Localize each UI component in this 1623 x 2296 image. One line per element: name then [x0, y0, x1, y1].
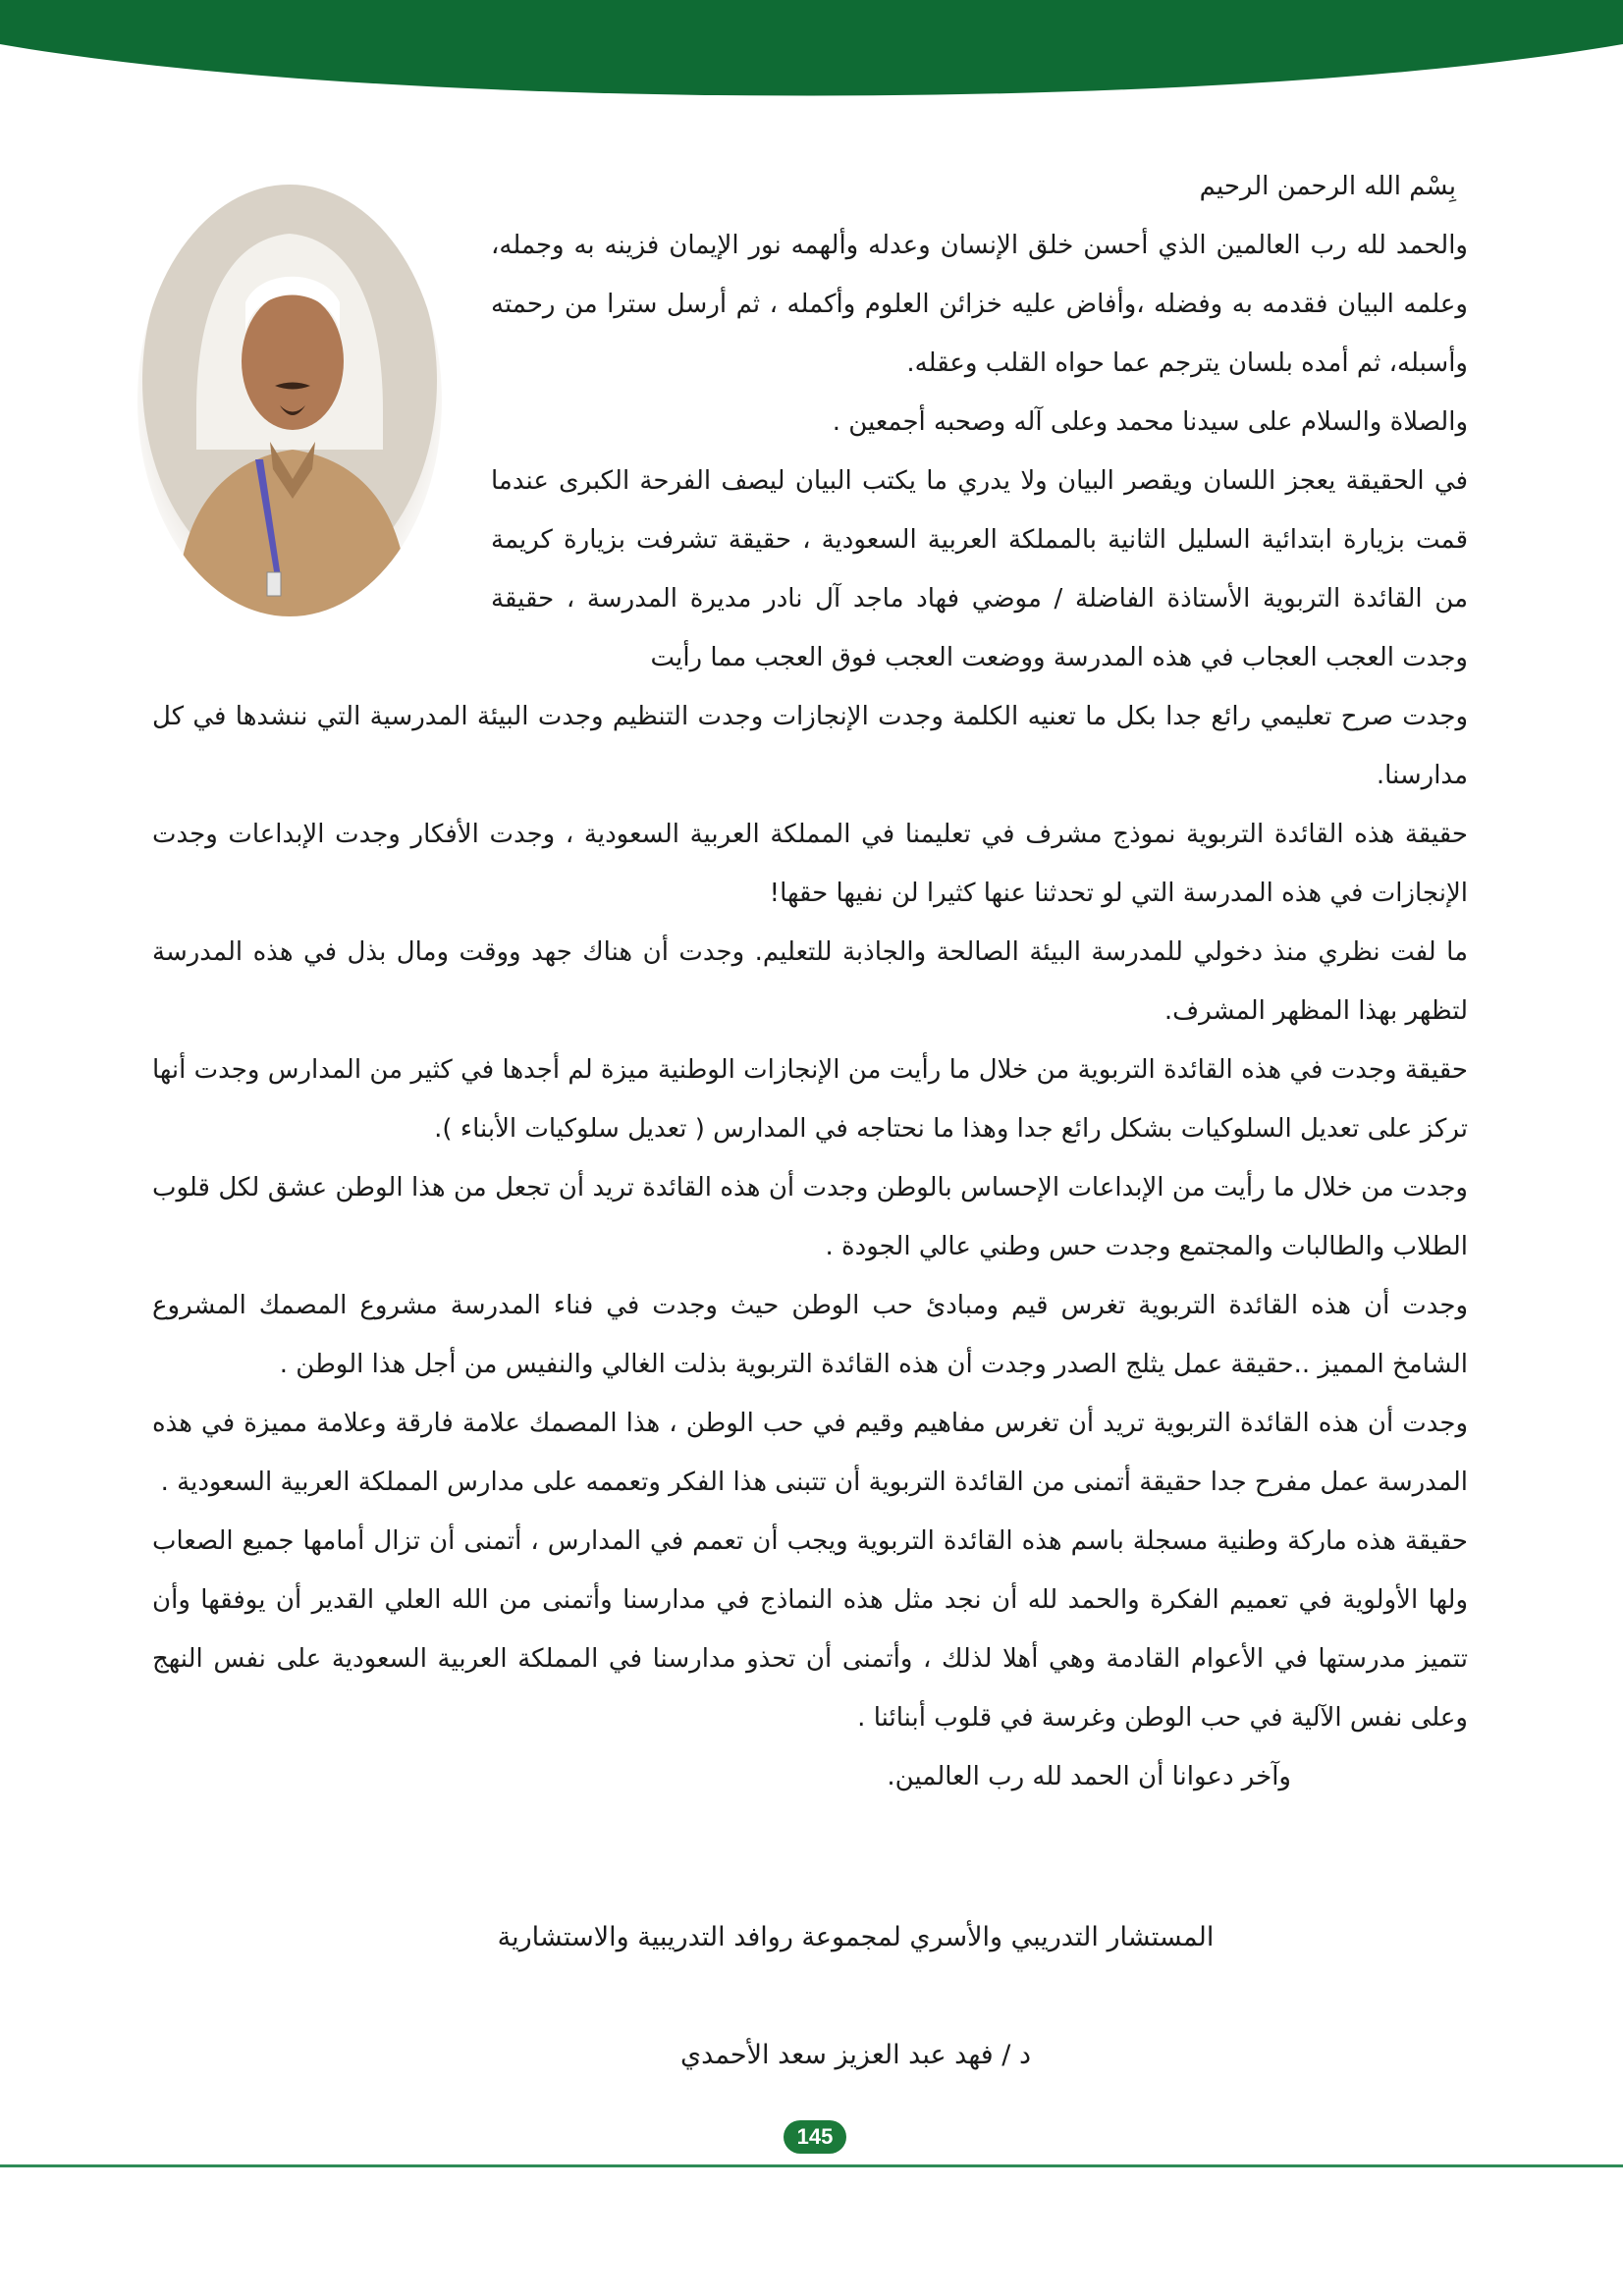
closing-line: وآخر دعوانا أن الحمد لله رب العالمين.: [887, 1762, 1291, 1791]
letter-body: [152, 157, 1468, 1806]
signature-name: د / فهد عبد العزيز سعد الأحمدي: [680, 2040, 1031, 2070]
paragraph: حقيقة هذه القائدة التربوية نموذج مشرف في تعليمنا في المملكة العربية السعودية ، وجدت الأفكار وجدت الإبداعات وجدت الإنجازات في هذه المدرسة التي لو تحدثنا عنها كثيرا لن نفيها حقها!: [152, 820, 1468, 908]
paragraph: في الحقيقة يعجز اللسان ويقصر البيان ولا يدري ما يكتب البيان ليصف الفرحة الكبرى عندما قمت بزيارة ابتدائية السليل الثانية بالمملكة العربية السعودية ، حقيقة تشرفت بزيارة كريمة من القائدة التربوية الأستاذة الفاضلة / موضي فهاد ماجد آل نادر مديرة المدرسة ، حقيقة وجدت العجب العجاب في هذه المدرسة ووضعت العجب فوق العجب مما رأيت: [491, 466, 1468, 672]
paragraph: ما لفت نظري منذ دخولي للمدرسة البيئة الصالحة والجاذبة للتعليم. وجدت أن هناك جهد ووقت ومال بذل في هذه المدرسة لتظهر بهذا المظهر المشرف.: [152, 937, 1468, 1026]
paragraph: والصلاة والسلام على سيدنا محمد وعلى آله وصحبه أجمعين .: [832, 407, 1468, 437]
basmala: بِسْم الله الرحمن الرحيم: [1199, 172, 1456, 201]
paragraph: حقيقة وجدت في هذه القائدة التربوية من خلال ما رأيت من الإنجازات الوطنية ميزة لم أجدها في كثير من المدارس وجدت أنها تركز على تعديل السلوكيات بشكل رائع جدا وهذا ما نحتاجه في المدارس ( تعديل سلوكيات الأبناء ).: [152, 1055, 1468, 1144]
paragraph: وجدت من خلال ما رأيت من الإبداعات الإحساس بالوطن وجدت أن هذه القائدة تريد أن تجعل من هذا الوطن عشق لكل قلوب الطلاب والطالبات والمجتمع وجدت حس وطني عالي الجودة .: [152, 1173, 1468, 1261]
paragraph: والحمد لله رب العالمين الذي أحسن خلق الإنسان وعدله وألهمه نور الإيمان فزينه به وجمله، وعلمه البيان فقدمه به وفضله ،وأفاض عليه خزائن العلوم وأكمله ، ثم أرسل سترا من رحمته وأسبله، ثم أمده بلسان يترجم عما حواه القلب وعقله.: [491, 231, 1468, 378]
paragraph: وجدت أن هذه القائدة التربوية تريد أن تغرس مفاهيم وقيم في حب الوطن ، هذا المصمك علامة فارقة وعلامة مميزة في هذه المدرسة عمل مفرح جدا حقيقة أتمنى من القائدة التربوية أن تتبنى هذا الفكر وتعممه على مدارس المملكة العربية السعودية .: [152, 1409, 1468, 1497]
page-number-badge: 145: [784, 2120, 846, 2154]
top-green-banner: [0, 0, 1623, 108]
bottom-divider: [0, 2164, 1623, 2167]
paragraph: وجدت صرح تعليمي رائع جدا بكل ما تعنيه الكلمة وجدت الإنجازات وجدت التنظيم وجدت البيئة المدرسية التي ننشدها في كل مدارسنا.: [152, 702, 1468, 790]
paragraph: حقيقة هذه ماركة وطنية مسجلة باسم هذه القائدة التربوية ويجب أن تعمم في المدارس ، أتمنى أن تزال أمامها جميع الصعاب ولها الأولوية في تعميم الفكرة والحمد لله أن نجد مثل هذه النماذج في مدارسنا وأتمنى من الله العلي القدير أن يوفقها وأن تتميز مدرستها في الأعوام القادمة وهي أهلا لذلك ، وأتمنى أن تحذو مدارسنا في المملكة العربية السعودية على نفس النهج وعلى نفس الآلية في حب الوطن وغرسة في قلوب أبنائنا .: [152, 1526, 1468, 1733]
paragraph: وجدت أن هذه القائدة التربوية تغرس قيم ومبادئ حب الوطن حيث وجدت في فناء المدرسة مشروع المصمك المشروع الشامخ المميز ..حقيقة عمل يثلج الصدر وجدت أن هذه القائدة التربوية بذلت الغالي والنفيس من أجل هذا الوطن .: [152, 1291, 1468, 1379]
signature-title: المستشار التدريبي والأسري لمجموعة روافد التدريبية والاستشارية: [497, 1922, 1215, 1952]
